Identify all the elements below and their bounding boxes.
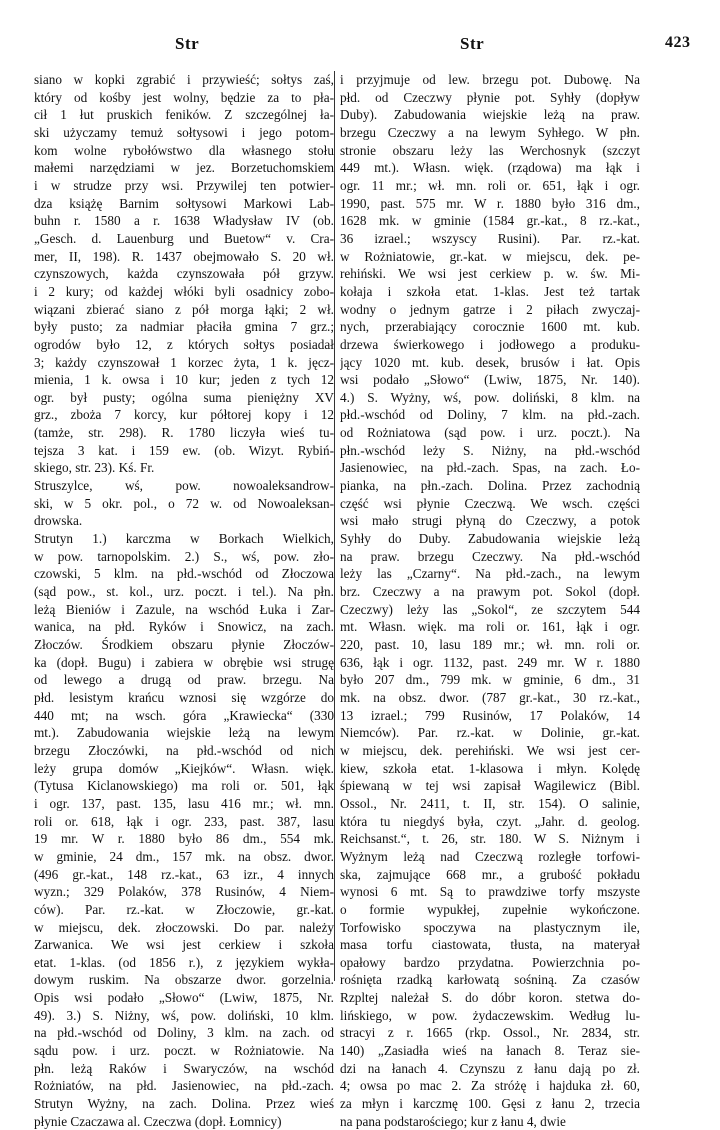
text-line: wanica, na płd. Ryków i Snowicz, na zach.	[34, 619, 334, 635]
text-line: i 2 kury; od każdej włóki byli osadnicy zobo-	[34, 283, 334, 299]
text-line: Duby). Zabudowania wiejskie leżą na praw.	[340, 107, 640, 123]
text-line: 19 mr. W r. 1880 było 86 dm., 554 mk.	[34, 831, 334, 847]
text-line: 13 izrael.; 799 Rusinów, 17 Polaków, 14	[340, 707, 640, 723]
text-line: siano w kopki zgrabić i przywieść; sołtys zaś,	[34, 72, 334, 87]
text-line: ców). Par. rz.-kat. w Złoczowie, gr.-kat.	[34, 901, 334, 917]
page-number: 423	[665, 34, 691, 51]
text-line: dzi na łanach 4. Czynszu z łanu dają po zł.	[340, 1060, 640, 1076]
text-line: 1990, past. 575 mr. W r. 1880 było 316 dm.,	[340, 195, 640, 211]
text-line: mk. na obsz. dwor. (787 gr.-kat., 30 rz.-kat.,	[340, 689, 640, 705]
text-line: Strutyn 1.) karczma w Borkach Wielkich,	[34, 531, 334, 547]
text-line: Wyżnym leżą nad Czeczwą rozległe torfowi-	[340, 848, 640, 864]
text-line: Syhły do Duby. Zabudowania wiejskie leżą	[340, 531, 640, 547]
text-line: ogr. był pusty; ogólna suma pieniężny XV	[34, 389, 334, 405]
text-line: i przyjmuje od lew. brzegu pot. Dubowę. Na	[340, 72, 640, 87]
text-line: 36 izrael.; wszyscy Rusini). Par. rz.-kat.	[340, 230, 640, 246]
text-line: Złoczów. Środkiem obszaru płynie Złoczów-	[34, 637, 334, 652]
text-line: leżą Bieniów i Zazule, na wschód Łuka i Zar-	[34, 601, 334, 617]
text-line: płd. od Czeczwy płynie pot. Syhły (dopływ	[340, 89, 640, 105]
text-line: (sąd pow., st. kol., urz. poczt. i tel.). Na płn.	[34, 584, 334, 600]
column-divider	[334, 71, 335, 981]
text-line: która tu niegdyś była, czyt. „Jahr. d. geolog.	[340, 813, 640, 829]
text-line: leży grupa domów „Kiejków“. Własn. więk.	[34, 760, 334, 776]
text-line: 4.) S. Wyżny, wś, pow. doliński, 8 klm. na	[340, 389, 640, 405]
text-line: Opis wsi podało „Słowo“ (Lwiw, 1875, Nr.	[34, 990, 334, 1006]
text-line: kiew, szkoła etat. 1-klasowa i młyn. Kolędę	[340, 760, 640, 776]
text-line: (496 gr.-kat., 148 rz.-kat., 63 izr., 4 innych	[34, 866, 334, 882]
text-line: małemi narzędziami w jez. Borzetuchomskiem	[34, 160, 334, 176]
text-line: mer, II, 198). R. 1437 obejmowało S. 20 wł.	[34, 248, 334, 264]
text-line: mt. Własn. więk. ma roli or. 161, łąk i ogr.	[340, 619, 640, 635]
text-line: w miejscu, dek. złoczowski. Do par. należy	[34, 919, 334, 935]
text-line: buhn r. 1580 a r. 1638 Władysław IV (ob.	[34, 213, 334, 229]
text-line: w miejscu, dek. perehiński. We wsi jest cer-	[340, 742, 640, 758]
text-line: (tamże, str. 298). R. 1780 liczyła wieś tu-	[34, 425, 334, 441]
text-line: za młyn i karczmę 100. Gęsi z łanu 2, trzecia	[340, 1096, 640, 1112]
text-line: rehiński. We wsi jest cerkiew p. w. św. Mi-	[340, 266, 640, 282]
text-line: który od kośby jest wolny, będzie za to pła-	[34, 89, 334, 105]
text-line: płd. lesistym krańcu wznosi się wzgórze do	[34, 689, 334, 705]
text-line: w gminie, 24 dm., 157 mk. na obsz. dwor.	[34, 848, 334, 864]
text-line: było 207 dm., 799 mk. w gminie, 6 dm., 31	[340, 672, 640, 688]
text-line: Torfowisko spoczywa na plastycznym ile,	[340, 919, 640, 935]
text-line: 4; owsa po mac 2. Za stróżę i hajduka zł. 60,	[340, 1078, 640, 1094]
text-line: „Gesch. d. Lauenburg und Buetow“ v. Cra-	[34, 230, 334, 246]
text-line: dza książę Barnim sołtysowi Markowi Lab-	[34, 195, 334, 211]
text-line: 440 mt; na wsch. góra „Krawiecka“ (330	[34, 707, 334, 723]
text-line: mienia, 1 k. owsa i 10 kur; jeden z tych 12	[34, 372, 334, 388]
text-line: Czeczwy) leży las „Sokol“, ze szczytem 544	[340, 601, 640, 617]
text-line: były pusto; za nadmiar płaciła gmina 7 grz.;	[34, 319, 334, 335]
text-line: płn.-wschód leży S. Niżny, na płd.-wschód	[340, 442, 640, 458]
text-line: płynie Czaczawa al. Czeczwa (dopł. Łomnicy)	[34, 1113, 282, 1129]
text-line: ska, zajmujące 668 mr., a grubość pokładu	[340, 866, 640, 882]
text-line: na pana podstarościego; kur z łanu 4, dwie	[340, 1113, 566, 1129]
text-line: skiego, str. 23). Kś. Fr.	[34, 460, 155, 476]
text-line: masa torfu ciastowata, tłusta, na materyał	[340, 937, 640, 953]
text-line: wyzn.; 329 Polaków, 378 Rusinów, 4 Niem-	[34, 884, 334, 900]
text-line: ogrodów było 12, z których sołtys posiadał	[34, 336, 334, 352]
text-line: na praw. brzegu Czeczwy. Na płd.-wschód	[340, 548, 640, 564]
text-line: wiązani zbierać siano z pół morga łąki; 2 wł.	[34, 301, 334, 317]
text-line: stracyi z r. 1665 (rkp. Ossol., Nr. 2834, str.	[340, 1025, 640, 1041]
text-line: nych, przerabiający corocznie 1600 mt. kub.	[340, 319, 640, 335]
text-line: tejsza 3 kat. i 159 ew. (ob. Wizyt. Rybiń-	[34, 442, 334, 458]
text-line: jący 1020 mt. kub. desek, brusów i łat. Opis	[340, 354, 640, 370]
text-line: dowym ruskim. Na obszarze dwor. gorzelnia.	[34, 972, 334, 988]
text-line: wsi podało „Słowo“ (Lwiw, 1875, Nr. 140).	[340, 372, 640, 388]
text-line: w Rożniatowie, gr.-kat. w miejscu, dek. pe-	[340, 248, 640, 264]
text-line: rośnięta rzadką karłowatą sośniną. Za czasów	[340, 972, 640, 988]
text-line: 636, łąk i ogr. 1132, past. 249 mr. W r. 1880	[340, 654, 640, 670]
left-text-column	[34, 71, 334, 1130]
text-line: na płd.-wschód od Doliny, 3 klm. na zach. od	[34, 1025, 334, 1041]
text-line: cił 1 łut pruskich feników. Z szczególnej ła-	[34, 107, 334, 123]
text-line: czynszowych, każda czynszowała pół grzyw.	[34, 266, 334, 282]
text-line: płn. leżą Raków i Swaryczów, na wschód	[34, 1060, 334, 1076]
text-line: Jasienowiec, na płd.-zach. Spas, na zach. Ło-	[340, 460, 640, 476]
text-line: stronie obszaru leży las Werchosnyk (szczyt	[340, 142, 640, 158]
text-line: od Rożniatowa (sąd pow. i urz. poczt.). Na	[340, 425, 640, 441]
text-line: (Tytusa Kiclanowskiego) ma roli or. 501, łąk	[34, 778, 334, 794]
text-line: wynosi 6 mt. Są to prawdziwe torfy mszyste	[340, 884, 640, 900]
text-line: etat. 1-klas. (od 1856 r.), z językiem wykła-	[34, 954, 334, 970]
text-line: i w strudze przy wsi. Przywilej ten potwier-	[34, 177, 334, 193]
text-line: kołaja i szkoła etat. 1-klas. Jest też tartak	[340, 283, 640, 299]
text-line: Reichsanst.“, t. 26, str. 180. W S. Niżnym i	[340, 831, 640, 847]
text-line: 220, past. 10, lasu 189 mr.; wł. mn. roli or.	[340, 637, 640, 652]
text-line: brzegu Czeczwy a na lewym Syhłego. W płn.	[340, 124, 640, 140]
text-line: o formie wypukłej, zupełnie wykończone.	[340, 901, 640, 917]
text-line: ski, w 5 okr. pol., o 72 w. od Nowoaleksan-	[34, 495, 334, 511]
running-header-left: Str	[175, 34, 200, 53]
text-line: drzewa świerkowego i jodłowego a produku-	[340, 336, 640, 352]
text-line: Struszylce, wś, pow. nowoaleksandrow-	[34, 478, 334, 494]
text-line: śpiewaną w tej wsi zapisał Wagilewicz (Bibl.	[340, 778, 640, 794]
text-line: drowska.	[34, 513, 83, 529]
text-line: leży las „Czarny“. Na płd.-zach., na lewym	[340, 566, 640, 582]
text-line: Rzpltej należał S. do dóbr koron. stetwa do-	[340, 990, 640, 1006]
text-line: grz., zboża 7 korcy, kur półtorej kopy i 12	[34, 407, 334, 423]
right-text-column	[340, 71, 640, 1130]
text-line: wsi mało strugi płyną do Czeczwy, a potok	[340, 513, 640, 529]
text-line: opałowy bardzo przydatna. Powierzchnia po-	[340, 954, 640, 970]
text-line: Zarwanica. We wsi jest cerkiew i szkoła	[34, 937, 334, 953]
text-line: 140) „Zasiadła wieś na łanach 8. Teraz sie-	[340, 1043, 640, 1059]
text-line: od lewego a drugą od praw. brzegu. Na	[34, 672, 334, 688]
text-line: sądu pow. i urz. poczt. w Rożniatowie. Na	[34, 1043, 334, 1059]
text-line: Ossol., Nr. 2411, t. II, str. 154). O salinie,	[340, 795, 640, 811]
running-header-center: Str	[460, 34, 485, 53]
text-line: lińskiego, w pow. żydaczewskim. Według lu-	[340, 1007, 640, 1023]
text-line: brzegu Złoczówki, na płd.-wschód od nich	[34, 742, 334, 758]
text-line: pianka, na płn.-zach. Dolina. Przez zachodnią	[340, 478, 640, 494]
text-line: mt.). Zabudowania wiejskie leżą na lewym	[34, 725, 334, 741]
text-line: ski użyczamy temuż sołtysowi i jego potom-	[34, 124, 334, 140]
text-line: Strutyn Wyżny, na zach. Dolina. Przez wieś	[34, 1096, 334, 1112]
text-line: 49). 3.) S. Niżny, wś, pow. doliński, 10 klm.	[34, 1007, 334, 1023]
text-line: kom wolne rybołówstwo dla własnego stołu	[34, 142, 334, 158]
text-line: czowski, 5 klm. na płd.-wschód od Złoczowa	[34, 566, 334, 582]
text-line: ka (dopł. Bugu) i zabiera w obrębie wsi strugę	[34, 654, 334, 670]
text-line: płd.-wschód od Doliny, 7 klm. na płd.-zach.	[340, 407, 640, 423]
text-line: roli or. 618, łąk i ogr. 233, past. 387, lasu	[34, 813, 334, 829]
text-line: wodny o jednym gatrze i 2 piłach zwyczaj-	[340, 301, 640, 317]
text-line: Rożniatów, na płd. Jasienowiec, na płd.-zach.	[34, 1078, 334, 1094]
text-line: 449 mt.). Własn. więk. (rządowa) ma łąk i	[340, 160, 640, 176]
text-line: w pow. tarnopolskim. 2.) S., wś, pow. zło-	[34, 548, 334, 564]
text-line: 1628 mk. w gminie (1584 gr.-kat., 8 rz.-kat.,	[340, 213, 640, 229]
text-line: Niemców). Par. rz.-kat. w Dolinie, gr.-kat.	[340, 725, 640, 741]
text-line: brz. Czeczwy a na prawym pot. Sokol (dopł.	[340, 584, 640, 600]
text-line: ogr. 11 mr.; wł. mn. roli or. 651, łąk i ogr.	[340, 177, 640, 193]
text-line: 3; każdy czynszował 1 korzec żyta, 1 k. jęcz-	[34, 354, 334, 370]
text-line: część wsi płynie Czeczwą. We wsch. części	[340, 495, 640, 511]
text-line: i ogr. 137, past. 135, lasu 416 mr.; wł. mn.	[34, 795, 334, 811]
